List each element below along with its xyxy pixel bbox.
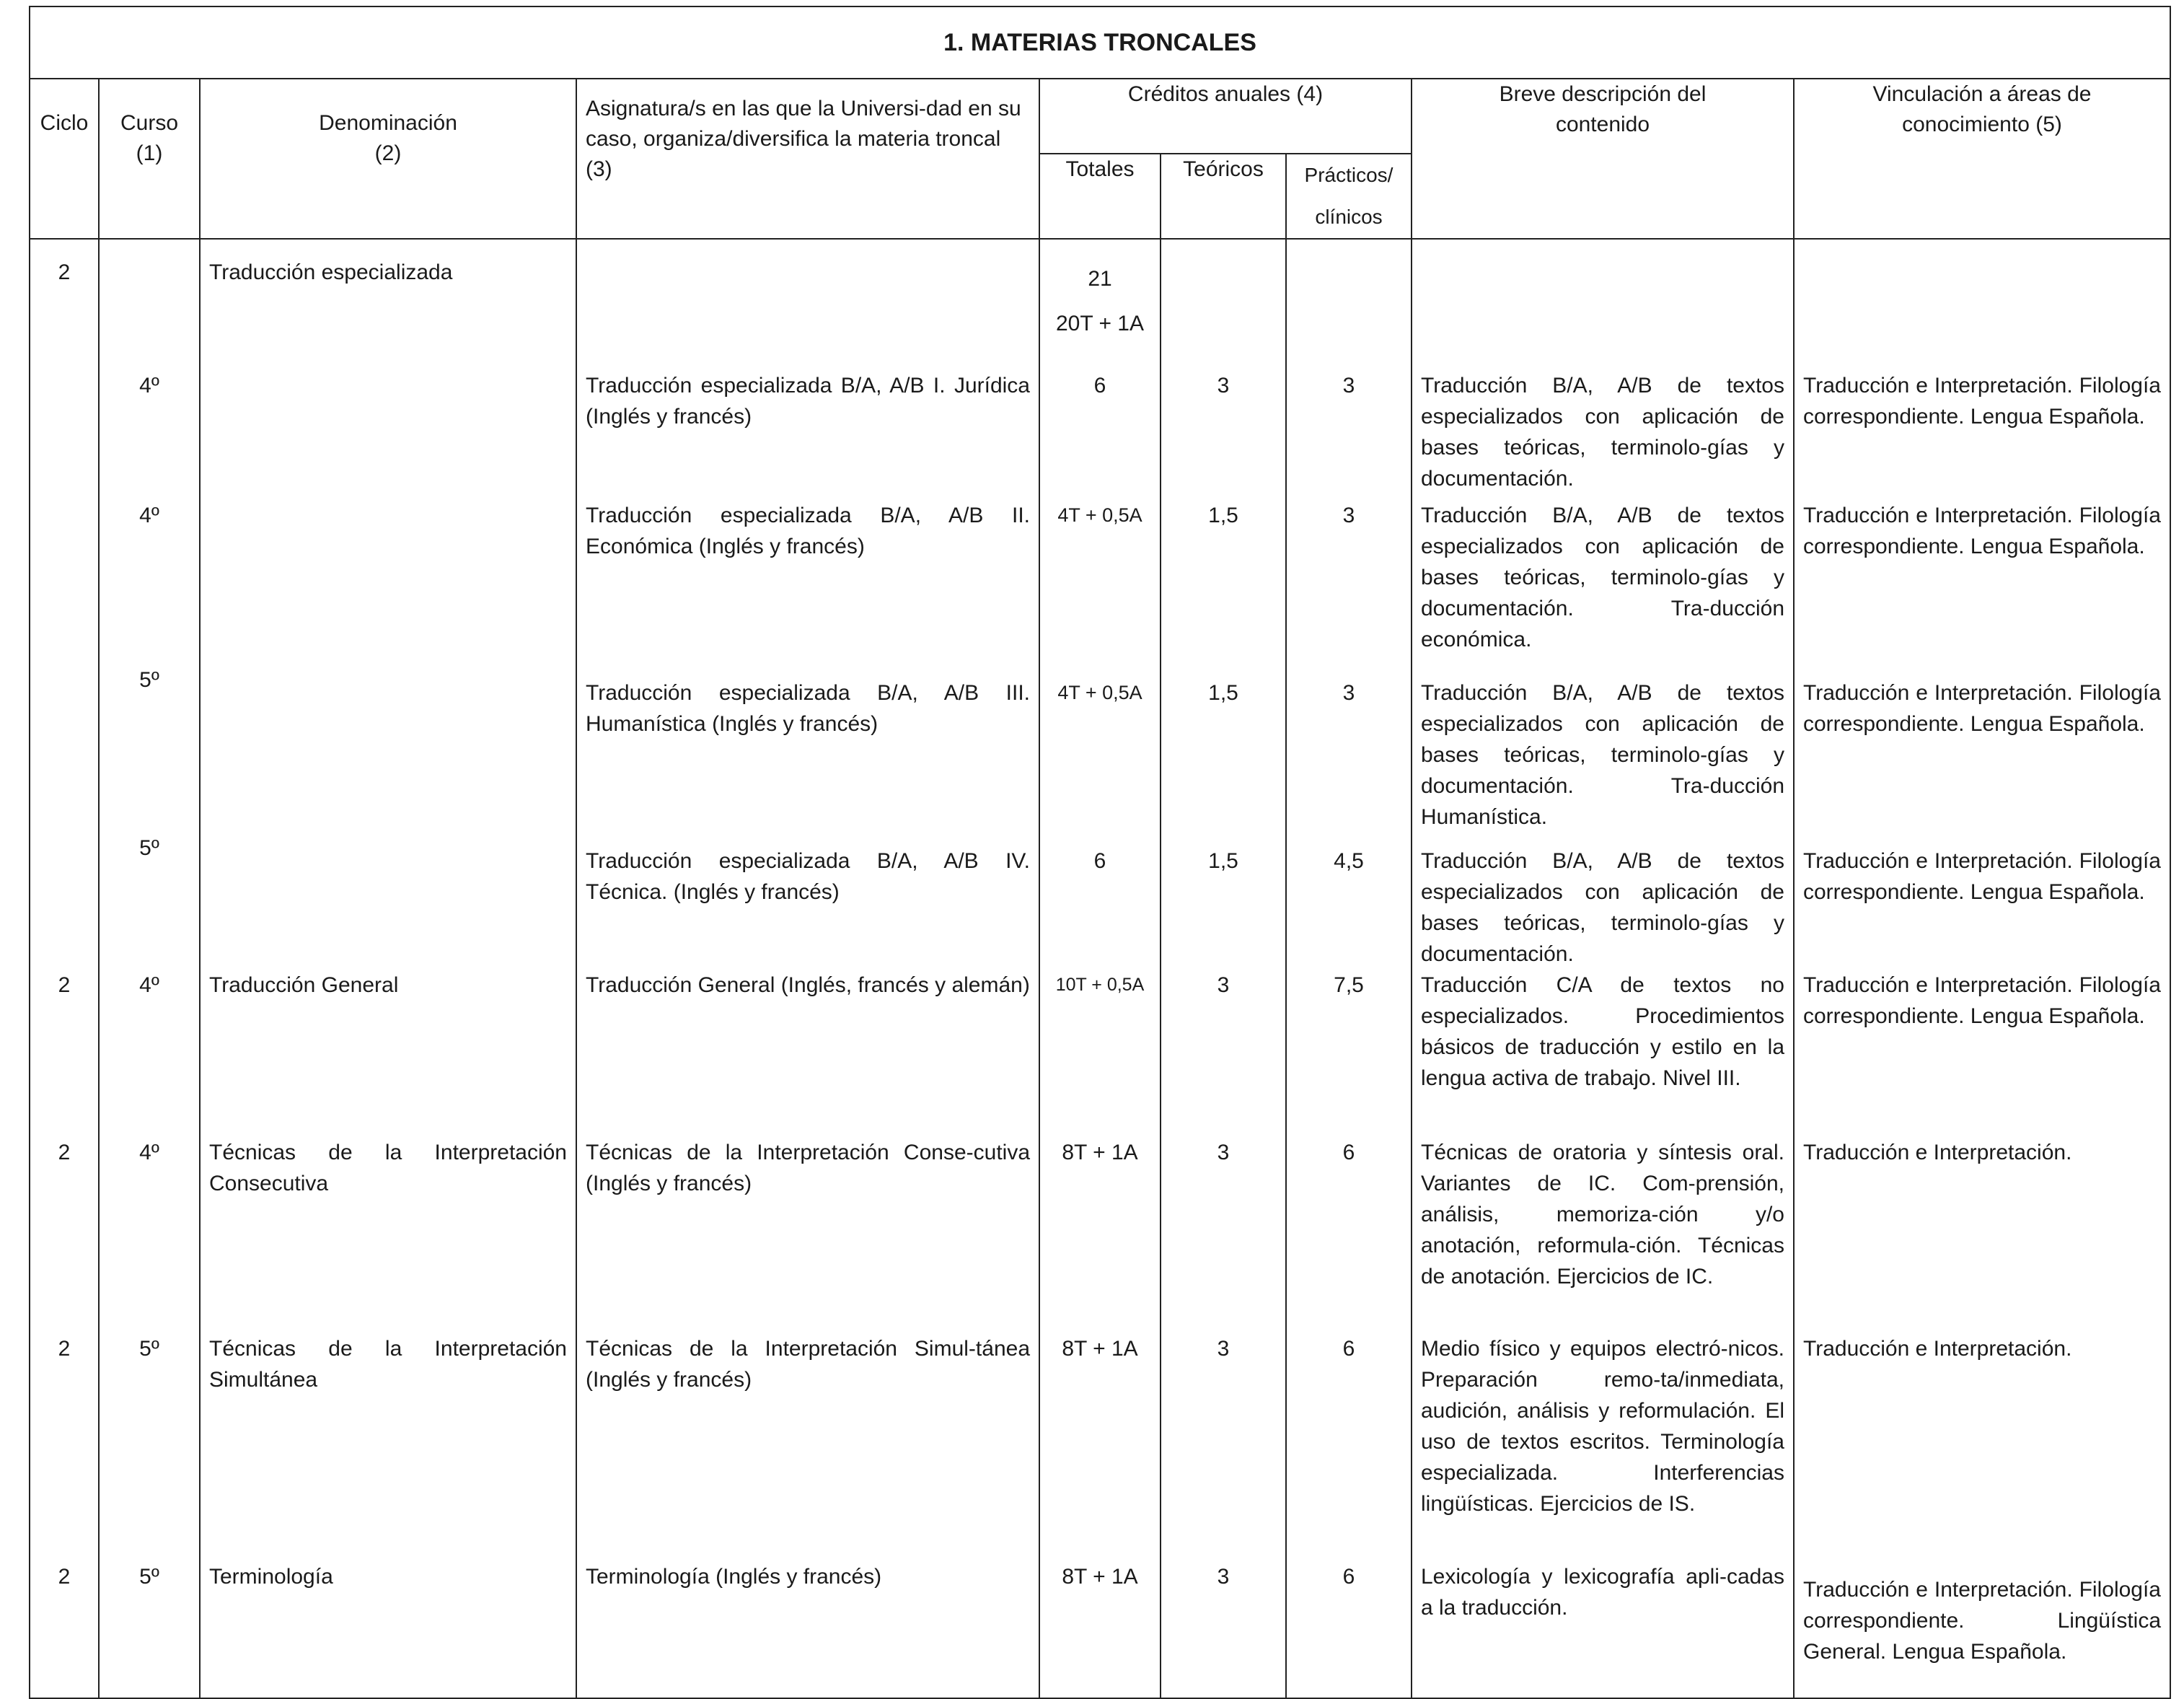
cell-descripcion: Traducción B/A, A/B de textos especializados con aplicación de bases teóricas, terminolo-gías y documentación. bbox=[1412, 833, 1794, 970]
header-ciclo: Ciclo bbox=[30, 79, 99, 239]
header-totales: Totales bbox=[1039, 154, 1161, 239]
cell-descripcion: Medio físico y equipos electró-nicos. Preparación remo-ta/inmediata, audición, análisis y reformulación. El uso de textos escritos. Terminología especializada. Interferencias lingüísticas. Ejercicios de IS. bbox=[1412, 1333, 1794, 1561]
cell-practicos: 7,5 bbox=[1286, 970, 1412, 1137]
cell-teoricos: 3 bbox=[1161, 1137, 1286, 1333]
cell-practicos: 6 bbox=[1286, 1333, 1412, 1561]
cell-totales: 10T + 0,5A bbox=[1039, 970, 1161, 1137]
table-row bbox=[30, 1561, 2170, 1698]
cell-vinculacion bbox=[1794, 239, 2170, 370]
cell-ciclo: 2 bbox=[30, 1333, 99, 1561]
cell-ciclo: 2 bbox=[30, 970, 99, 1137]
header-vinculacion: Vinculación a áreas de conocimiento (5) bbox=[1794, 79, 2170, 239]
cell-totales: 6 bbox=[1039, 370, 1161, 500]
cell-teoricos: 3 bbox=[1161, 1561, 1286, 1698]
cell-teoricos: 3 bbox=[1161, 370, 1286, 500]
table-row bbox=[30, 970, 2170, 1137]
table-row bbox=[30, 370, 2170, 500]
troncales-table bbox=[29, 6, 2171, 1699]
cell-ciclo: 2 bbox=[30, 239, 99, 370]
cell-ciclo: 2 bbox=[30, 1561, 99, 1698]
cell-curso: 4º bbox=[99, 970, 200, 1137]
cell-curso: 5º bbox=[99, 1333, 200, 1561]
cell-totales: 8T + 1A bbox=[1039, 1333, 1161, 1561]
cell-vinculacion: Traducción e Interpretación. bbox=[1794, 1333, 2170, 1561]
cell-asignatura: Traducción especializada B/A, A/B III. Humanística (Inglés y francés) bbox=[576, 664, 1039, 833]
cell-asignatura: Traducción especializada B/A, A/B II. Económica (Inglés y francés) bbox=[576, 500, 1039, 664]
cell-teoricos: 1,5 bbox=[1161, 833, 1286, 970]
cell-descripcion bbox=[1412, 239, 1794, 370]
cell-vinculacion: Traducción e Interpretación. Filología correspondiente. Lengua Española. bbox=[1794, 970, 2170, 1137]
cell-practicos: 3 bbox=[1286, 370, 1412, 500]
cell-curso: 5º bbox=[99, 664, 200, 833]
cell-totales: 4T + 0,5A bbox=[1039, 500, 1161, 664]
cell-vinculacion: Traducción e Interpretación. Filología correspondiente. Lengua Española. bbox=[1794, 664, 2170, 833]
table-title: 1. MATERIAS TRONCALES bbox=[30, 6, 2170, 79]
cell-asignatura: Traducción General (Inglés, francés y alemán) bbox=[576, 970, 1039, 1137]
cell-curso: 5º bbox=[99, 1561, 200, 1698]
cell-descripcion: Traducción B/A, A/B de textos especializados con aplicación de bases teóricas, terminolo-gías y documentación. Tra-ducción económica. bbox=[1412, 500, 1794, 664]
cell-denominacion: Técnicas de la Interpretación Simultánea bbox=[200, 1333, 576, 1561]
cell-ciclo bbox=[30, 833, 99, 970]
cell-totales: 8T + 1A bbox=[1039, 1561, 1161, 1698]
document-page bbox=[29, 6, 2170, 1672]
header-practicos: Prácticos/ clínicos bbox=[1286, 154, 1412, 239]
header-creditos: Créditos anuales (4) bbox=[1039, 79, 1412, 154]
cell-denominacion: Técnicas de la Interpretación Consecutiva bbox=[200, 1137, 576, 1333]
cell-descripcion: Técnicas de oratoria y síntesis oral. Variantes de IC. Com-prensión, análisis, memoriza-ción y/o anotación, reformula-ción. Técnicas de anotación. Ejercicios de IC. bbox=[1412, 1137, 1794, 1333]
cell-asignatura: Técnicas de la Interpretación Conse-cutiva (Inglés y francés) bbox=[576, 1137, 1039, 1333]
header-curso: Curso (1) bbox=[99, 79, 200, 239]
header-denominacion: Denominación (2) bbox=[200, 79, 576, 239]
cell-ciclo bbox=[30, 664, 99, 833]
cell-descripcion: Traducción B/A, A/B de textos especializados con aplicación de bases teóricas, terminolo-gías y documentación. Tra-ducción Humanística. bbox=[1412, 664, 1794, 833]
cell-ciclo: 2 bbox=[30, 1137, 99, 1333]
cell-practicos: 6 bbox=[1286, 1137, 1412, 1333]
cell-vinculacion: Traducción e Interpretación. bbox=[1794, 1137, 2170, 1333]
cell-curso: 4º bbox=[99, 370, 200, 500]
cell-asignatura: Técnicas de la Interpretación Simul-tánea (Inglés y francés) bbox=[576, 1333, 1039, 1561]
cell-asignatura: Traducción especializada B/A, A/B IV. Técnica. (Inglés y francés) bbox=[576, 833, 1039, 970]
cell-ciclo bbox=[30, 500, 99, 664]
cell-practicos bbox=[1286, 239, 1412, 370]
cell-vinculacion: Traducción e Interpretación. Filología correspondiente. Lengua Española. bbox=[1794, 833, 2170, 970]
cell-vinculacion: Traducción e Interpretación. Filología correspondiente. Lengua Española. bbox=[1794, 500, 2170, 664]
cell-asignatura: Terminología (Inglés y francés) bbox=[576, 1561, 1039, 1698]
cell-curso: 4º bbox=[99, 500, 200, 664]
table-row bbox=[30, 1333, 2170, 1561]
table-row bbox=[30, 500, 2170, 664]
cell-denominacion bbox=[200, 664, 576, 833]
cell-vinculacion: Traducción e Interpretación. Filología correspondiente. Lengua Española. bbox=[1794, 370, 2170, 500]
cell-teoricos: 1,5 bbox=[1161, 664, 1286, 833]
cell-descripcion: Traducción C/A de textos no especializados. Procedimientos básicos de traducción y estilo en la lengua activa de trabajo. Nivel III. bbox=[1412, 970, 1794, 1137]
table-row bbox=[30, 833, 2170, 970]
cell-practicos: 4,5 bbox=[1286, 833, 1412, 970]
cell-teoricos: 3 bbox=[1161, 970, 1286, 1137]
cell-curso: 4º bbox=[99, 1137, 200, 1333]
cell-descripcion: Lexicología y lexicografía apli-cadas a la traducción. bbox=[1412, 1561, 1794, 1698]
cell-teoricos: 1,5 bbox=[1161, 500, 1286, 664]
cell-practicos: 3 bbox=[1286, 500, 1412, 664]
cell-curso bbox=[99, 239, 200, 370]
cell-asignatura bbox=[576, 239, 1039, 370]
cell-denominacion bbox=[200, 833, 576, 970]
header-row-1 bbox=[30, 79, 2170, 154]
cell-teoricos: 3 bbox=[1161, 1333, 1286, 1561]
cell-vinculacion: Traducción e Interpretación. Filología correspondiente. Lingüística General. Lengua Española. bbox=[1794, 1561, 2170, 1698]
cell-totales: 6 bbox=[1039, 833, 1161, 970]
cell-totales: 8T + 1A bbox=[1039, 1137, 1161, 1333]
cell-practicos: 6 bbox=[1286, 1561, 1412, 1698]
cell-denominacion: Traducción General bbox=[200, 970, 576, 1137]
header-asignatura: Asignatura/s en las que la Universi-dad en su caso, organiza/diversifica la materia troncal (3) bbox=[576, 79, 1039, 239]
cell-totales: 4T + 0,5A bbox=[1039, 664, 1161, 833]
header-descripcion: Breve descripción del contenido bbox=[1412, 79, 1794, 239]
cell-denominacion bbox=[200, 370, 576, 500]
cell-descripcion: Traducción B/A, A/B de textos especializados con aplicación de bases teóricas, terminolo-gías y documentación. bbox=[1412, 370, 1794, 500]
table-row bbox=[30, 664, 2170, 833]
cell-denominacion: Terminología bbox=[200, 1561, 576, 1698]
cell-totales: 21 20T + 1A bbox=[1039, 239, 1161, 370]
cell-curso: 5º bbox=[99, 833, 200, 970]
cell-denominacion bbox=[200, 500, 576, 664]
table-row bbox=[30, 1137, 2170, 1333]
table-row bbox=[30, 239, 2170, 370]
cell-practicos: 3 bbox=[1286, 664, 1412, 833]
cell-ciclo bbox=[30, 370, 99, 500]
cell-teoricos bbox=[1161, 239, 1286, 370]
cell-asignatura: Traducción especializada B/A, A/B I. Jurídica (Inglés y francés) bbox=[576, 370, 1039, 500]
cell-denominacion: Traducción especializada bbox=[200, 239, 576, 370]
header-teoricos: Teóricos bbox=[1161, 154, 1286, 239]
